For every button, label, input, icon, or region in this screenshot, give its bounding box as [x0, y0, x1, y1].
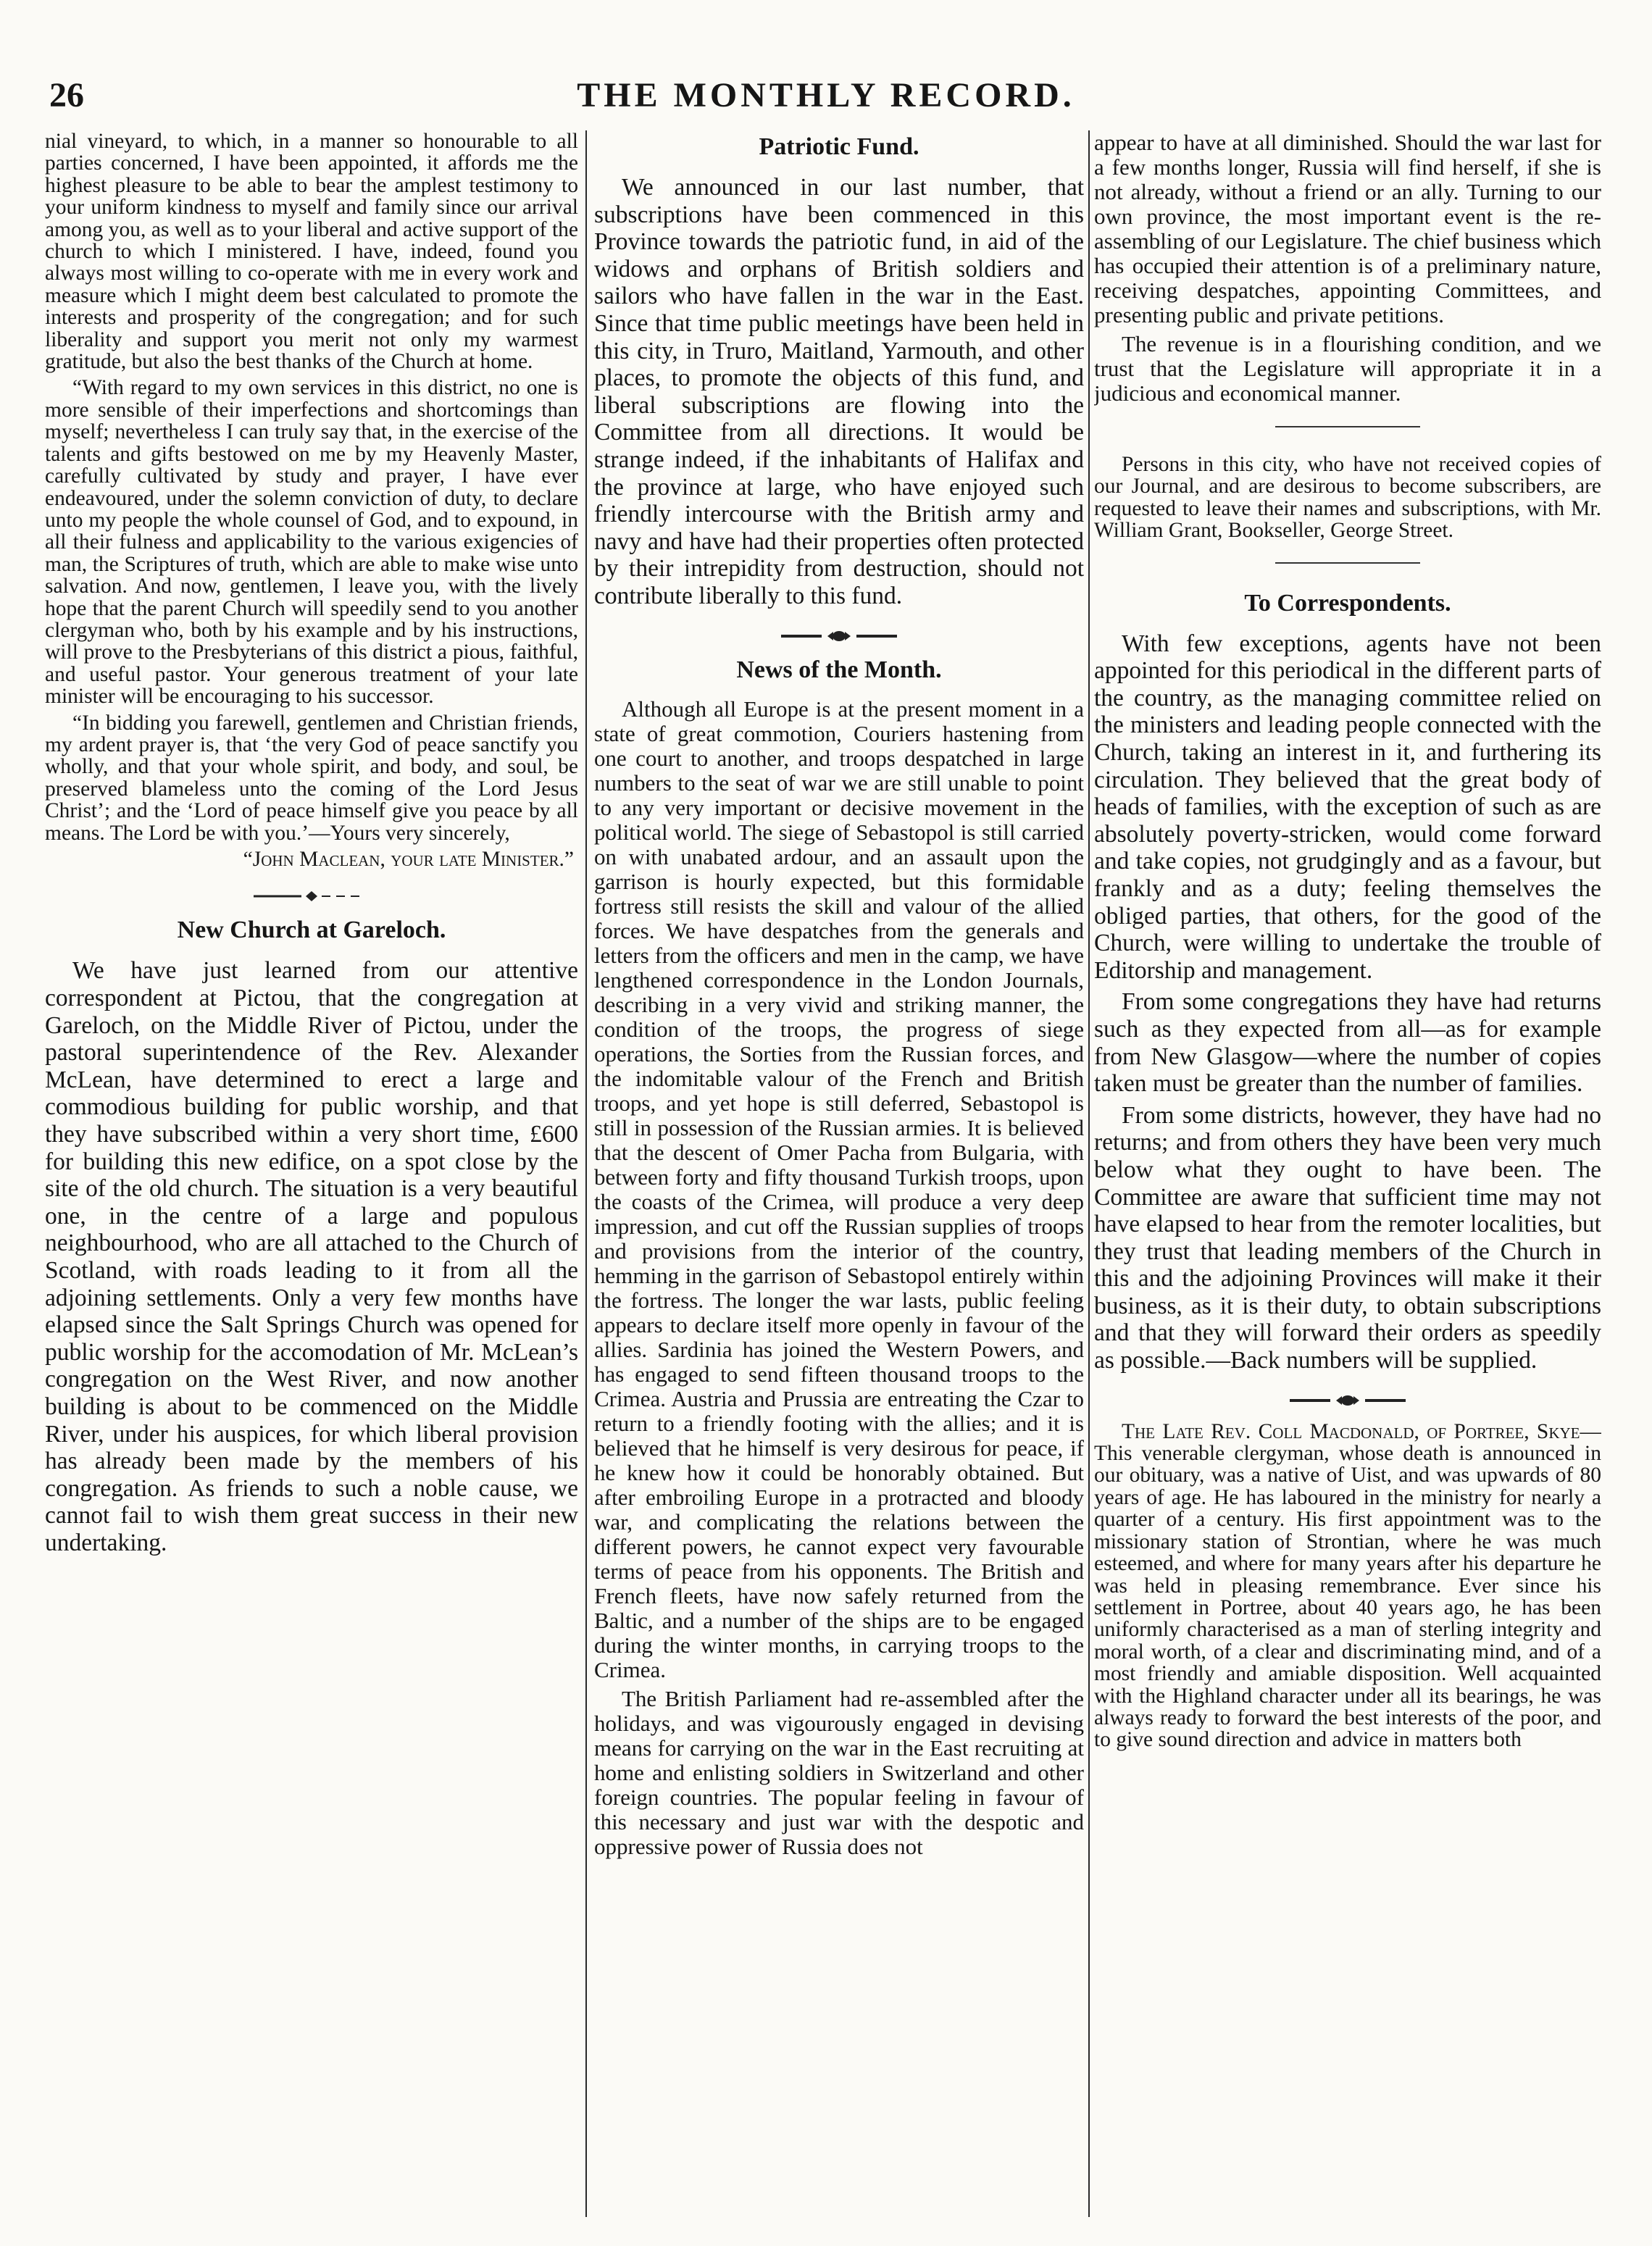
section-ornament — [774, 629, 904, 643]
column-right — [1094, 130, 1601, 2217]
letter-paragraph: “In bidding you farewell, gentlemen and Christian friends, my ardent prayer is, that ‘the very God of peace sanctify you wholly, and that your whole spirit, and body, and soul, be preserved blameless unto the coming of the Lord Jesus Christ’; and the ‘Lord of peace himself give you peace by all means. The Lord be with you.’—Yours very sincerely, — [45, 711, 578, 845]
article-paragraph: We announced in our last number, that subscriptions have been commenced in this Province towards the patriotic fund, in aid of the widows and orphans of British soldiers and sailors who have fallen in the war in the East. Since that time public meetings have been held in this city, in Truro, Maitland, Yarmouth, and other places, to promote the objects of this fund, and liberal subscriptions are flowing into the Committee from all directions. It would be strange indeed, if the inhabitants of Halifax and the province at large, who have enjoyed such friendly intercourse with the British army and navy and have had their properties often protected by their intrepidity from destruction, should not contribute liberally to this fund. — [594, 174, 1084, 609]
article-paragraph: With few exceptions, agents have not been appointed for this periodical in the different parts of the country, as the managing committee relied on the ministers and leading people connected with the Church, taking an interest in it, and furthering its circulation. They believed that the great body of heads of families, with the exception of such as are absolutely poverty-stricken, would come forward and take copies, not grudgingly and as a favour, but frankly and as a duty; feeling themselves the obliged parties, that others, for the good of the Church, were willing to undertake the trouble of Editorship and management. — [1094, 630, 1601, 984]
article-paragraph: The British Parliament had re-assembled after the holidays, and was vigourously engaged in devising means for carrying on the war in the East recruiting at home and enlisting soldiers in Switzerland and other foreign countries. The popular feeling in favour of this necessary and just war with the despotic and oppressive power of Russia does not — [594, 1685, 1084, 1859]
obituary-lead: The Late Rev. Coll Macdonald, of Portree, Skye — [1122, 1419, 1580, 1443]
article-paragraph: From some districts, however, they have had no returns; and from others they have been very much below what they ought to have been. The Committee are aware that sufficient time may not have elapsed to hear from the remoter localities, but they trust that leading members of the Church in this and the adjoining Provinces will make it their business, as it is their duty, to obtain subscriptions and that they will forward their orders as speedily as possible.—Back numbers will be supplied. — [1094, 1101, 1601, 1374]
column-center — [594, 130, 1084, 2217]
obituary-body: —This venerable clergyman, whose death is announced in our obituary, was a native of Uist, and was upwards of 80 years of age. He has laboured in the ministry for nearly a quarter of a century. His first appointment was to the missionary station of Strontian, where he was much esteemed, and where for many years after his departure he was held in pleasing remembrance. Ever since his settlement in Portree, about 40 years ago, he has been uniformly characterised as a man of sterling integrity and moral worth, of a clear and discriminating mind, and of a most friendly and amiable disposition. Well acquainted with the Highland character under all its bearings, he was always ready to forward the best interests of the poor, and to give sound direction and advice in matters both — [1094, 1419, 1601, 1752]
obituary-paragraph — [1094, 1421, 1601, 1751]
section-heading: To Correspondents. — [1244, 589, 1451, 617]
section-heading: New Church at Gareloch. — [177, 917, 446, 944]
letter-paragraph: nial vineyard, to which, in a manner so honourable to all parties concerned, I have been appointed, it affords me the highest pleasure to be able to bear the amplest testimony to your uniform kindness to myself and family since our arrival among you, as well as to your liberal and active support of the church to which I ministered. I have, indeed, found you always most willing to co-operate with me in every work and measure which I might deem best calculated to promote the interests and prosperity of the congregation; and for such liberality and support you merit not only my warmest gratitude, but also the best thanks of the Church at home. — [45, 130, 578, 374]
column-divider — [585, 130, 587, 2217]
section-rule — [1275, 426, 1420, 427]
section-heading: Patriotic Fund. — [759, 133, 919, 160]
section-heading: News of the Month. — [736, 656, 942, 683]
article-paragraph: appear to have at all diminished. Should the war last for a few months longer, Russia will find herself, if she is not already, without a friend or an ally. Turning to our own province, the most important event is the re-assembling of our Legislature. The chief business which has occupied their attention is of a preliminary nature, receiving despatches, appointing Committees, and presenting public and private petitions. — [1094, 130, 1601, 327]
running-head: THE MONTHLY RECORD. — [577, 76, 1075, 114]
column-divider — [1088, 130, 1090, 2217]
page-number: 26 — [49, 76, 84, 114]
section-ornament — [1282, 1393, 1413, 1408]
letter-paragraph: “With regard to my own services in this district, no one is more sensible of their imperfections and shortcomings than myself; nevertheless I can truly say that, in the exercise of the talents and gifts bestowed on me by my Heavenly Master, carefully cultivated by study and prayer, I have ever endeavoured, under the solemn conviction of duty, to declare unto my people the whole counsel of God, and to expound, in all their fulness and applicability to the various exigencies of man, the Scriptures of truth, which are able to make wise unto salvation. And now, gentlemen, I leave you, with the lively hope that the parent Church will speedily send to you another clergyman who, both by his example and by his instructions, will prove to the Presbyterians of this district a pious, faithful, and useful pastor. Your generous treatment of your late minister will be encouraging to his successor. — [45, 376, 578, 709]
section-rule — [1275, 562, 1420, 564]
article-paragraph: The revenue is in a flourishing condition, and we trust that the Legislature will appropriate it in a judicious and economical manner. — [1094, 331, 1601, 406]
column-left — [45, 130, 578, 2217]
section-ornament — [246, 889, 377, 903]
page-header — [43, 72, 1609, 123]
article-paragraph: Although all Europe is at the present moment in a state of great commotion, Couriers hastening from one court to another, and troops despatched in large numbers to the seat of war we are still unable to point to any very important or decisive movement in the political world. The siege of Sebastopol is still carried on with unabated ardour, and an assault upon the garrison is hourly expected, but this formidable fortress still resists the skill and valour of the allied forces. We have despatches from the generals and letters from the officers and men in the camp, we have lengthened correspondence in the London Journals, describing in a very vivid and striking manner, the condition of the troops, the progress of siege operations, the Sorties from the Russian forces, and the indomitable valour of the French and British troops, and yet hope is still deferred, Sebastopol is still in possession of the Russian armies. It is believed that the descent of Omer Pacha from Bulgaria, with between forty and fifty thousand Turkish troops, upon the coasts of the Crimea, will produce a very deep impression, and cut off the Russian supplies of troops and provisions from the interior of the country, hemming in the garrison of Sebastopol entirely within the fortress. The longer the war lasts, public feeling appears to declare itself more openly in favour of the allies. Sardinia has joined the Western Powers, and has engaged to send fifteen thousand troops to the Crimea. Austria and Prussia are entreating the Czar to return to a friendly footing with the allies; and it is believed that he himself is very desirous for peace, if he knew how it could be honorably obtained. But after embroiling Europe in a protracted and bloody war, and complicating the relations between the different powers, he cannot expect very favourable terms of peace from his opponents. The British and French fleets, have now safely returned from the Baltic, and a number of the ships are to be engaged during the winter months, in carrying troops to the Crimea. — [594, 696, 1084, 1682]
article-paragraph: We have just learned from our attentive correspondent at Pictou, that the congregation at Gareloch, on the Middle River of Pictou, under the pastoral superintendence of the Rev. Alexander McLean, have determined to erect a large and commodious building for public worship, and that they have subscribed within a very short time, £600 for building this new edifice, on a spot close by the site of the old church. The situation is a very beautiful one, in the centre of a large and populous neighbourhood, who are all attached to the Church of Scotland, with roads leading to it from all the adjoining settlements. Only a very few months have elapsed since the Salt Springs Church was opened for public worship for the accomodation of Mr. McLean’s congregation on the West River, and now another building is about to be commenced on the Middle River, under his auspices, for which liberal provision has already been made by the members of his congregation. As friends to such a noble cause, we cannot fail to wish them great success in their new undertaking. — [45, 957, 578, 1556]
notice-paragraph: Persons in this city, who have not received copies of our Journal, and are desirous to become subscribers, are requested to leave their names and subscriptions, with Mr. William Grant, Bookseller, George Street. — [1094, 453, 1601, 543]
article-paragraph: From some congregations they have had returns such as they expected from all—as for example from New Glasgow—where the number of copies taken must be greater than the number of families. — [1094, 988, 1601, 1098]
letter-signature: “John Maclean, your late Minister.” — [243, 848, 574, 871]
